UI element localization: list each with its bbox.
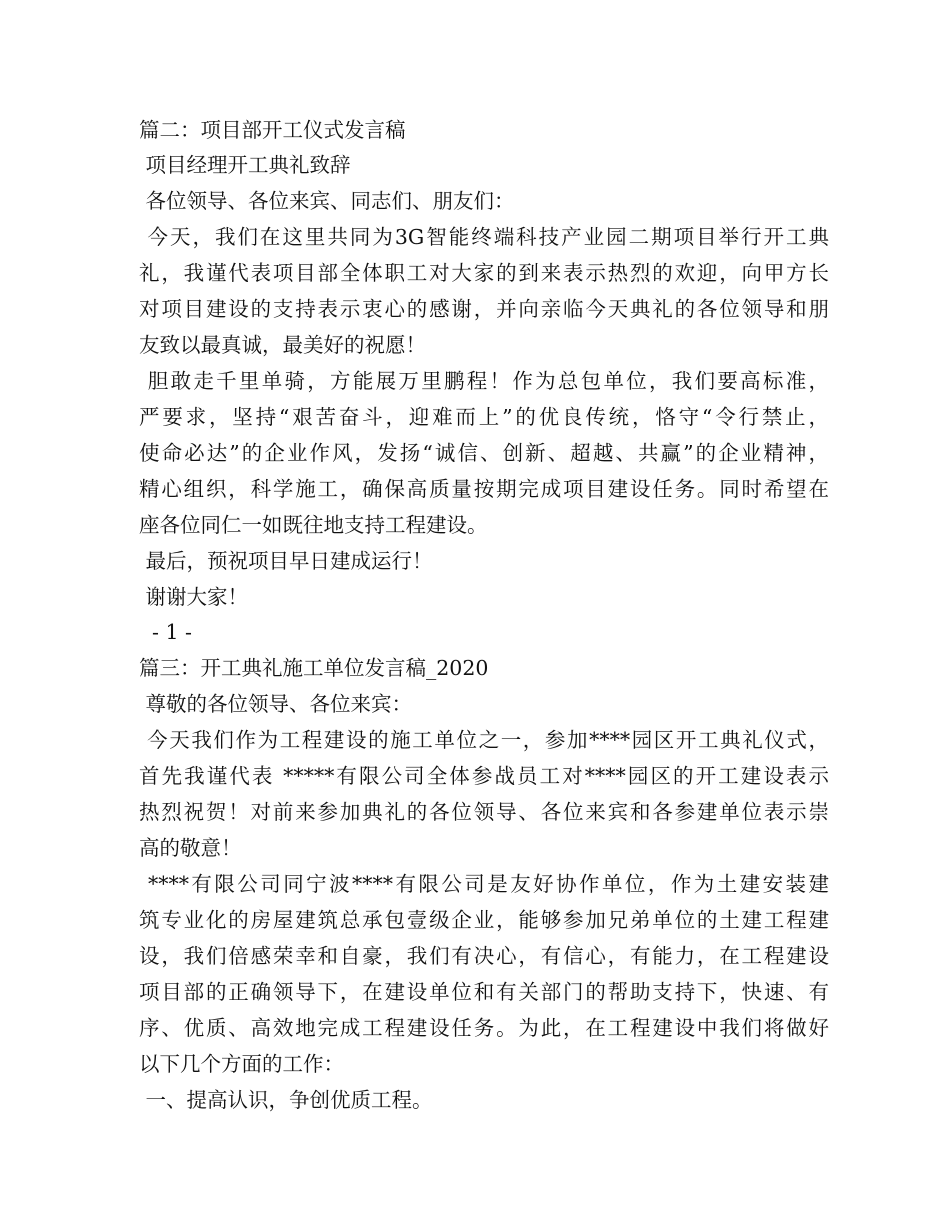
paragraph-line: 精心组织，科学施工，确保高质量按期完成项目建设任务。同时希望在 [139,477,829,501]
paragraph-line: 严要求，坚持“艰苦奋斗，迎难而上”的优良传统，恪守“令行禁止， [139,405,829,429]
paragraph-line: 序、优质、高效地完成工程建设任务。为此，在工程建设中我们将做好 [139,1016,829,1040]
paragraph-line: 胆敢走千里单骑，方能展万里鹏程！作为总包单位，我们要高标准， [139,369,829,393]
salutation: 各位领导、各位来宾、同志们、朋友们： [139,189,515,213]
paragraph-line: 礼，我谨代表项目部全体职工对大家的到来表示热烈的欢迎，向甲方长 [139,261,829,285]
paragraph-line: 首先我谨代表 *****有限公司全体参战员工对****园区的开工建设表示 [139,764,829,788]
paragraph-line: 筑专业化的房屋建筑总承包壹级企业，能够参加兄弟单位的土建工程建 [139,908,829,932]
speech-title: 项目经理开工典礼致辞 [139,153,351,177]
paragraph-line: 热烈祝贺！对前来参加典礼的各位领导、各位来宾和各参建单位表示崇 [139,800,829,824]
page-number: - 1 - [139,620,192,644]
paragraph-line: 以下几个方面的工作： [139,1052,344,1076]
paragraph-line: 最后，预祝项目早日建成运行！ [139,549,433,573]
paragraph-line: 今天，我们在这里共同为3G智能终端科技产业园二期项目举行开工典 [139,225,829,249]
paragraph-line: 项目部的正确领导下，在建设单位和有关部门的帮助支持下，快速、有 [139,980,829,1004]
closing-thanks: 谢谢大家！ [139,585,249,609]
paragraph-line: 今天我们作为工程建设的施工单位之一，参加****园区开工典礼仪式， [139,728,829,752]
paragraph-line: 设，我们倍感荣幸和自豪，我们有决心，有信心，有能力，在工程建设 [139,944,829,968]
salutation: 尊敬的各位领导、各位来宾： [139,692,413,716]
section-heading-2: 篇二：项目部开工仪式发言稿 [139,118,406,142]
paragraph-line: 友致以最真诚，最美好的祝愿！ [139,333,426,357]
paragraph-line: 座各位同仁一如既往地支持工程建设。 [139,513,488,537]
subsection-heading: 一、提高认识，争创优质工程。 [139,1088,433,1112]
paragraph-line: 使命必达”的企业作风，发扬“诚信、创新、超越、共赢”的企业精神， [139,441,829,465]
paragraph-line: ****有限公司同宁波****有限公司是友好协作单位，作为土建安装建 [139,872,829,896]
paragraph-line: 对项目建设的支持表示衷心的感谢，并向亲临今天典礼的各位领导和朋 [139,297,829,321]
section-heading-3: 篇三：开工典礼施工单位发言稿_2020 [139,656,489,680]
paragraph-line: 高的敬意！ [139,836,242,860]
